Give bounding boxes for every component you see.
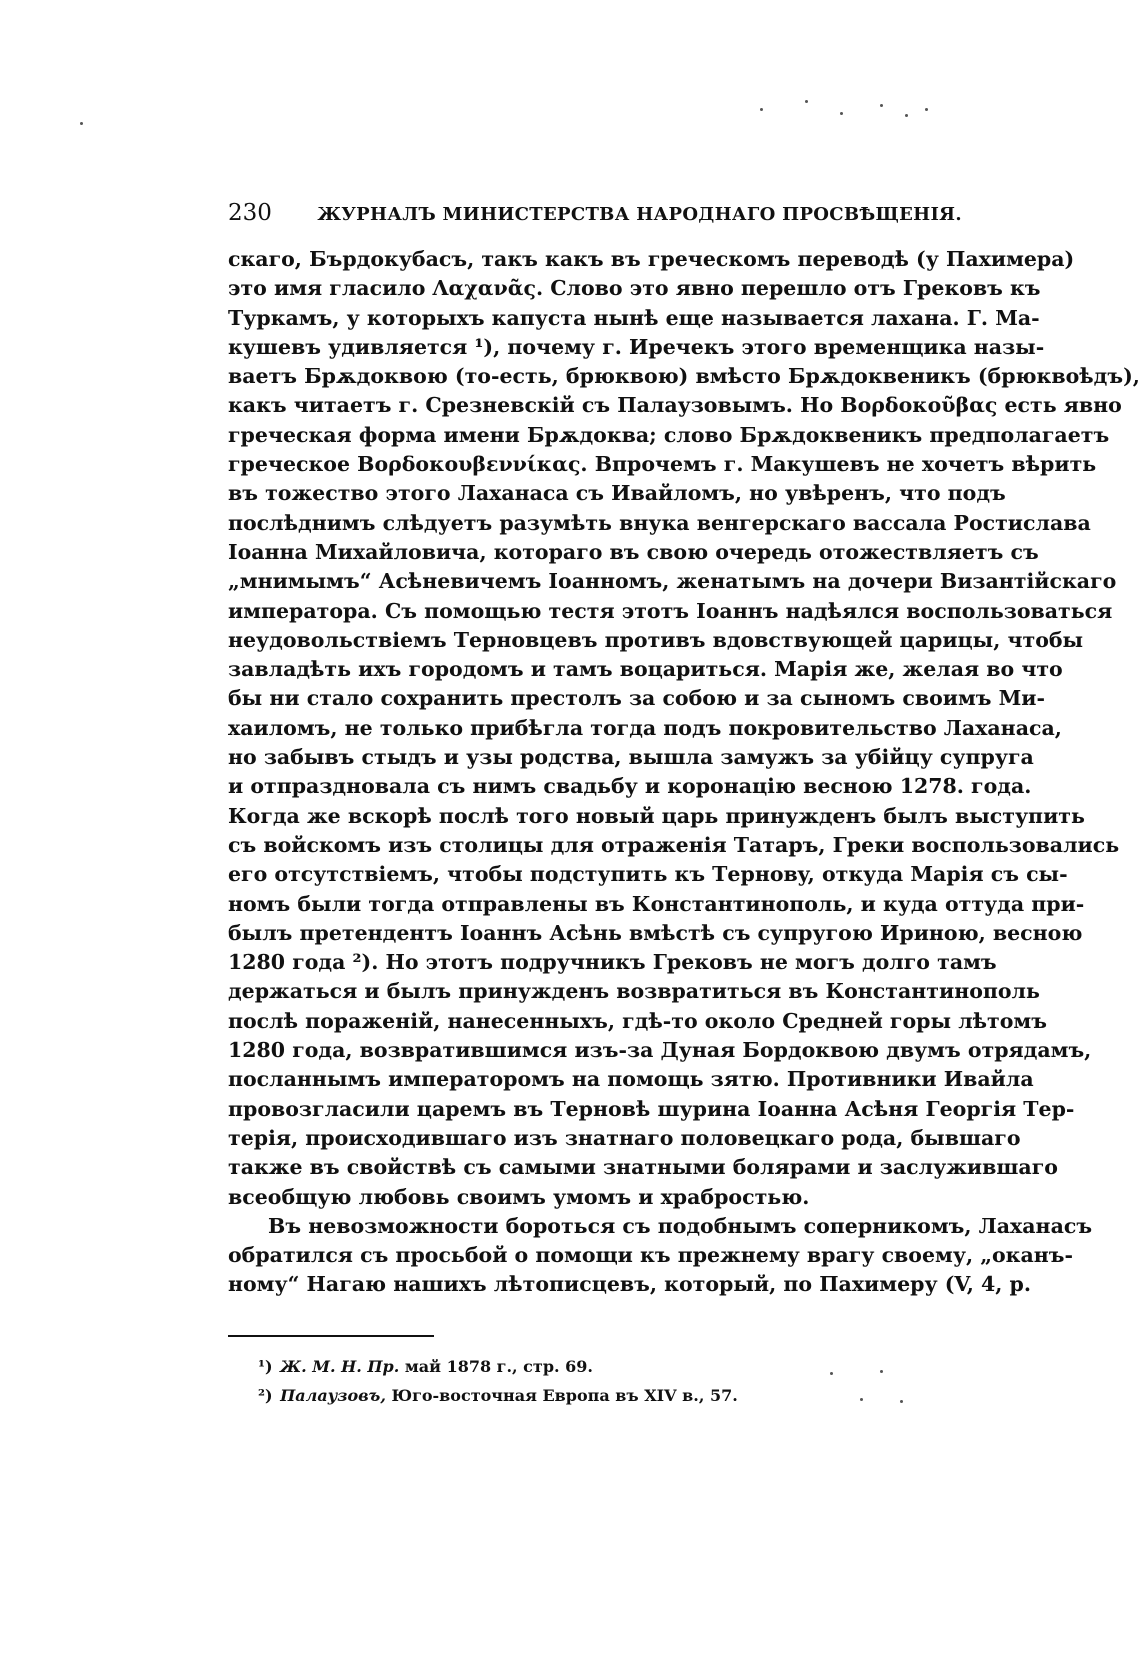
text-line: посланнымъ императоромъ на помощь зятю. Противники Ивайла <box>228 1067 1034 1092</box>
text-line: 1280 года ²). Но этотъ подручникъ Грековъ не могъ долго тамъ <box>228 950 997 975</box>
text-line: хаиломъ, не только прибѣгла тогда подъ покровительство Лаханаса, <box>228 715 1062 740</box>
text-line: держаться и былъ принужденъ возвратиться въ Константинополь <box>228 979 1040 1004</box>
text-line: ному“ Нагаю нашихъ лѣтописцевъ, который, по Пахимеру (V, 4, р. <box>228 1272 1032 1297</box>
text-line: его отсутствіемъ, чтобы подступить къ Терновy, откуда Марія съ сы- <box>228 862 1068 887</box>
footnote-source: Ж. М. Н. Пр. <box>280 1357 400 1376</box>
text-line: греческое Βορδοκουβεννίκας. Впрочемъ г. Макушевъ не хочетъ вѣрить <box>228 452 1097 477</box>
scan-speck <box>905 114 908 117</box>
footnote-separator <box>228 1335 434 1337</box>
footnote-2 <box>258 1381 973 1410</box>
page-number: 230 <box>228 200 272 226</box>
scan-speck <box>760 108 763 111</box>
text-line: послѣ пораженій, нанесенныхъ, гдѣ-то около Средней горы лѣтомъ <box>228 1008 1047 1033</box>
scan-speck <box>840 112 843 115</box>
text-line: въ тожество этого Лаханаса съ Ивайломъ, но увѣренъ, что подъ <box>228 481 1006 506</box>
text-line: Туркамъ, у которыхъ капуста нынѣ еще называется лахана. Г. Ма- <box>228 305 1040 330</box>
text-line: 1280 года, возвратившимся изъ-за Дуная Бордоквою двумъ отрядамъ, <box>228 1038 1092 1063</box>
paragraph-start-line: Въ невозможности бороться съ подобнымъ соперникомъ, Лаханасъ <box>268 1213 1093 1238</box>
text-line: номъ были тогда отправлены въ Константинополь, и куда оттуда при- <box>228 891 1085 916</box>
text-line: послѣднимъ слѣдуетъ разумѣть внука венгерскаго вассала Ростислава <box>228 510 1091 535</box>
text-line: провозгласили царемъ въ Терновѣ шурина Іоанна Асѣня Георгія Тер- <box>228 1096 1075 1121</box>
scan-speck <box>880 1370 883 1373</box>
scan-speck <box>805 100 808 103</box>
text-line: кушевъ удивляется ¹), почему г. Иречекъ этого временщика назы- <box>228 334 1045 359</box>
main-text <box>228 245 1140 1300</box>
scan-speck <box>860 1398 863 1401</box>
scan-speck <box>80 122 83 125</box>
text-line: какъ читаетъ г. Срезневскій съ Палаузовымъ. Но Βορδοκοῦβας есть явно <box>228 393 1122 418</box>
text-line: съ войскомъ изъ столицы для отраженія Татаръ, Греки воспользовались <box>228 832 1120 857</box>
text-line: императора. Съ помощью тестя этотъ Іоаннъ надѣялся воспользоваться <box>228 598 1113 623</box>
scan-speck <box>830 1372 833 1375</box>
footnote-text: Юго-восточная Европа въ XIV в., 57. <box>391 1386 738 1405</box>
scan-speck <box>925 108 928 111</box>
running-head <box>228 199 973 229</box>
footnote-source: Палаузовъ, <box>280 1386 386 1405</box>
text-line: всеобщую любовь своимъ умомъ и храбростью. <box>228 1184 810 1209</box>
scan-speck <box>900 1400 903 1403</box>
text-line: греческая форма имени Брѫдоква; слово Брѫдоквеникъ предполагаетъ <box>228 422 1110 447</box>
footnote-text: май 1878 г., стр. 69. <box>404 1357 593 1376</box>
journal-title: ЖУРНАЛЪ МИНИСТЕРСТВА НАРОДНАГО ПРОСВѢЩЕНІЯ. <box>317 204 962 225</box>
text-line: скаго, Бърдокубасъ, такъ какъ въ греческомъ переводѣ (у Пахимера) <box>228 247 1075 271</box>
text-line: былъ претендентъ Іоаннъ Асѣнь вмѣстѣ съ супругою Ириною, весною <box>228 920 1083 945</box>
text-line: и отпраздновала съ нимъ свадьбу и коронацію весною 1278. года. <box>228 774 1032 799</box>
footnote-1 <box>258 1352 973 1381</box>
text-line: ваетъ Брѫдоквою (то-есть, брюквою) вмѣсто Брѫдоквеникъ (брюквоѣдъ), <box>228 364 1140 389</box>
footnotes <box>258 1352 973 1410</box>
text-line: также въ свойствѣ съ самыми знатными болярами и заслужившаго <box>228 1155 1058 1180</box>
text-line: но забывъ стыдъ и узы родства, вышла замужъ за убійцу супруга <box>228 745 1034 770</box>
footnote-mark: ¹) <box>258 1357 273 1376</box>
scan-speck <box>880 104 883 107</box>
text-line: терія, происходившаго изъ знатнаго половецкаго рода, бывшаго <box>228 1125 1021 1150</box>
footnote-mark: ²) <box>258 1386 273 1405</box>
text-line: „мнимымъ“ Асѣневичемъ Іоанномъ, женатымъ на дочери Византійскаго <box>228 569 1117 594</box>
text-line: обратился съ просьбой о помощи къ прежнему врагу своему, „оканъ- <box>228 1243 1074 1268</box>
text-line: Іоанна Михайловича, котораго въ свою очередь отожествляетъ съ <box>228 539 1039 564</box>
text-line: это имя гласило Λαχανᾶς. Слово это явно перешло отъ Грековъ къ <box>228 276 1041 301</box>
text-line: Когда же вскорѣ послѣ того новый царь принужденъ былъ выступить <box>228 803 1085 828</box>
text-line: завладѣть ихъ городомъ и тамъ воцариться. Марія же, желая во что <box>228 657 1063 682</box>
text-line: неудовольствіемъ Терновцевъ противъ вдовствующей царицы, чтобы <box>228 627 1084 652</box>
text-line: бы ни стало сохранить престолъ за собою и за сыномъ своимъ Ми- <box>228 686 1046 711</box>
